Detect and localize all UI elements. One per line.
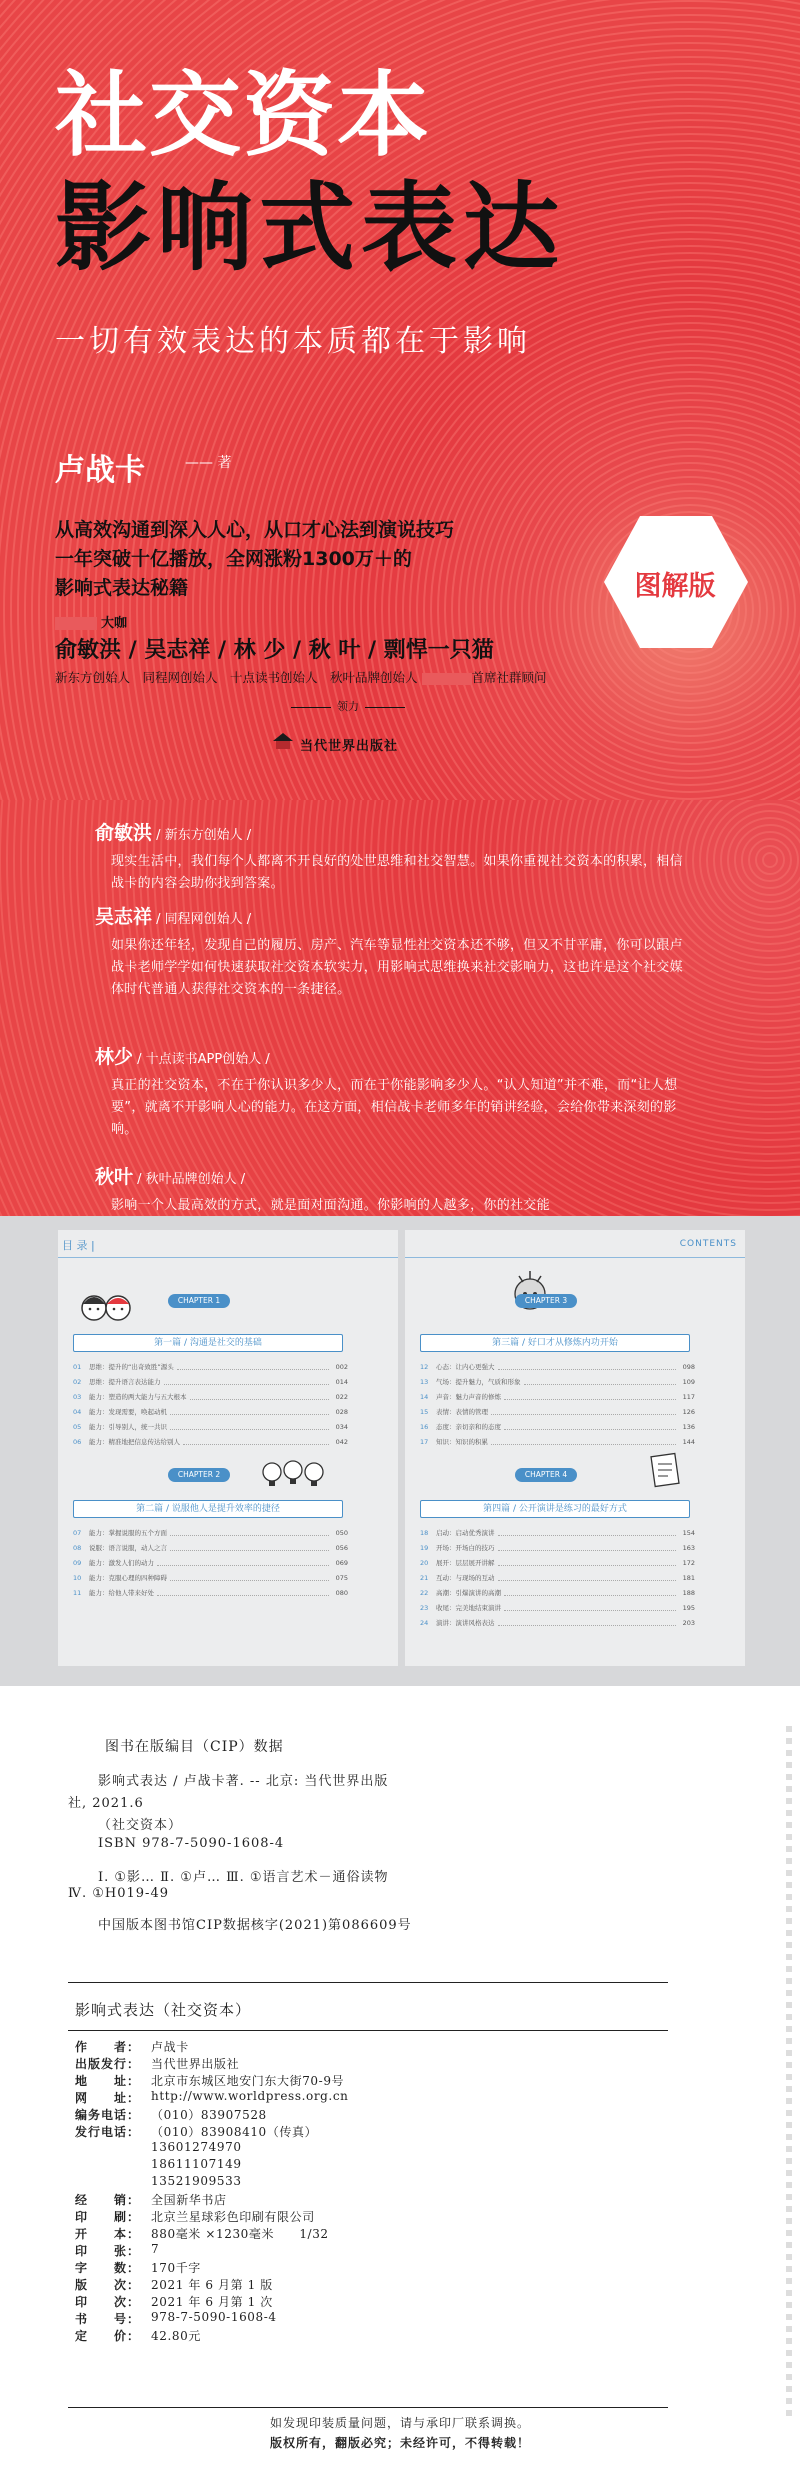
toc-row-number: 01 <box>73 1363 82 1371</box>
dot-leader <box>183 1435 329 1445</box>
quality-notice: 如发现印装质量问题，请与承印厂联系调换。 <box>269 2416 530 2430</box>
info-value: http://www.worldpress.org.cn <box>151 2089 349 2103</box>
ring <box>756 846 784 874</box>
toc-row[interactable] <box>73 1556 348 1571</box>
toc-row-label: 态度：亲切亲和的态度 <box>436 1423 501 1431</box>
info-value: 北京兰星球彩色印刷有限公司 <box>151 2210 315 2224</box>
toc-row-label: 气场：提升魅力，气质和形象 <box>436 1378 521 1386</box>
chapter-tag: CHAPTER 2 <box>168 1468 230 1482</box>
endorsement <box>95 902 695 1001</box>
endorsements-section <box>0 800 800 1216</box>
toc-row-number: 16 <box>420 1423 429 1431</box>
toc-row-number: 17 <box>420 1438 429 1446</box>
toc-row-page: 069 <box>335 1559 348 1567</box>
info-value: 卢战卡 <box>151 2040 189 2054</box>
toc-row-page: 056 <box>335 1544 348 1552</box>
pitch-line: 一年突破十亿播放，全网涨粉1300万＋的 <box>55 548 412 570</box>
toc-row-page: 098 <box>682 1363 695 1371</box>
toc-row-label: 声音：魅力声音的修炼 <box>436 1393 501 1401</box>
endorser-role: / 秋叶品牌创始人 / <box>133 1172 246 1187</box>
info-value: 北京市东城区地安门东大街70-9号 <box>151 2074 345 2088</box>
dot-leader <box>498 1526 677 1536</box>
dot-leader <box>498 1571 677 1581</box>
toc-list <box>420 1526 695 1631</box>
dot-leader <box>190 1390 330 1400</box>
toc-row[interactable] <box>73 1405 348 1420</box>
info-value: （010）83908410（传真） <box>151 2125 318 2139</box>
toc-row-page: 163 <box>682 1544 695 1552</box>
toc-row-number: 23 <box>420 1604 429 1612</box>
chapter-title[interactable]: 第三篇 / 好口才从修炼内功开始 <box>420 1334 690 1352</box>
info-row <box>75 2310 695 2327</box>
toc-row-page: 109 <box>682 1378 695 1386</box>
info-value: 7 <box>151 2242 160 2256</box>
toc-list <box>73 1526 348 1601</box>
toc-row-label: 表情：表情的管理 <box>436 1408 488 1416</box>
toc-row-label: 收尾：完美地结束演讲 <box>436 1604 501 1612</box>
info-row <box>75 2157 695 2174</box>
toc-row-page: 117 <box>682 1393 695 1401</box>
divider <box>68 1982 668 1983</box>
toc-row-label: 展开：层层展开讲解 <box>436 1559 495 1567</box>
toc-row[interactable] <box>73 1541 348 1556</box>
toc-row-label: 开场：开场白的技巧 <box>436 1544 495 1552</box>
dot-leader <box>504 1420 676 1430</box>
info-row <box>75 2089 695 2106</box>
redacted-block <box>422 673 472 685</box>
info-row <box>75 2191 695 2208</box>
info-row <box>75 2140 695 2157</box>
info-key: 网 址： <box>75 2091 141 2105</box>
endorsement-text: 影响一个人最高效的方式，就是面对面沟通。你影响的人越多，你的社交能 <box>111 1198 550 1213</box>
dot-leader <box>498 1360 677 1370</box>
info-value: 2021 年 6 月第 1 次 <box>151 2295 273 2309</box>
info-row <box>75 2038 695 2055</box>
toc-row-page: 172 <box>682 1559 695 1567</box>
dot-leader <box>504 1601 676 1611</box>
info-row <box>75 2242 695 2259</box>
toc-list <box>420 1360 695 1450</box>
chapter-tag: CHAPTER 3 <box>515 1294 577 1308</box>
info-row <box>75 2072 695 2089</box>
toc-row-page: 022 <box>335 1393 348 1401</box>
book-cover <box>0 0 800 800</box>
toc-row-number: 06 <box>73 1438 82 1446</box>
dot-leader <box>170 1571 329 1581</box>
toc-row[interactable] <box>73 1420 348 1435</box>
recommender-names: 俞敏洪 / 吴志祥 / 林 少 / 秋 叶 / 剽悍一只猫 <box>55 638 494 663</box>
illustrated-edition-badge <box>600 512 750 652</box>
toc-page-right <box>405 1230 745 1666</box>
toc-row-number: 08 <box>73 1544 82 1552</box>
dot-leader <box>157 1586 329 1596</box>
dot-leader <box>170 1541 329 1551</box>
toc-row-label: 能力：发现需要，唤起动机 <box>89 1408 167 1416</box>
thinking-head-illustration-icon <box>505 1266 555 1316</box>
toc-row[interactable] <box>73 1586 348 1601</box>
toc-row-number: 21 <box>420 1574 429 1582</box>
toc-row-number: 02 <box>73 1378 82 1386</box>
info-value: 978-7-5090-1608-4 <box>151 2310 277 2324</box>
info-key: 作 者： <box>75 2040 141 2054</box>
toc-row-number: 22 <box>420 1589 429 1597</box>
toc-row-label: 能力：克服心理的四种障碍 <box>89 1574 167 1582</box>
dot-leader <box>504 1586 676 1596</box>
toc-row[interactable] <box>420 1420 695 1435</box>
badge-label: 图解版 <box>634 571 716 602</box>
toc-row-number: 14 <box>420 1393 429 1401</box>
info-key: 书 号： <box>75 2312 141 2326</box>
info-row <box>75 2293 695 2310</box>
toc-list <box>73 1360 348 1450</box>
dot-leader <box>504 1390 676 1400</box>
info-row <box>75 2276 695 2293</box>
toc-row-page: 126 <box>682 1408 695 1416</box>
endorsement <box>95 1162 695 1216</box>
toc-row-number: 19 <box>420 1544 429 1552</box>
cover-author: 卢战卡 <box>55 453 145 488</box>
cip-isbn: ISBN 978-7-5090-1608-4 <box>98 1836 285 1851</box>
toc-row-page: 080 <box>335 1589 348 1597</box>
recommender-titles: 新东方创始人 同程网创始人 十点读书创始人 秋叶品牌创始人 首席社群顾问 <box>55 670 547 685</box>
endorser-role: / 新东方创始人 / <box>152 828 252 843</box>
cip-title: 图书在版编目（CIP）数据 <box>105 1739 284 1755</box>
endorser-role: / 十点读书APP创始人 / <box>133 1052 270 1067</box>
recommend-label: 大咖 <box>55 612 127 631</box>
toc-row-label: 思维：提升语言表达能力 <box>89 1378 161 1386</box>
endorsement-text: 真正的社交资本，不在于你认识多少人，而在于你能影响多少人。“认人知道”并不难，而“让人想要”，就离不开影响人心的能力。在这方面，相信战卡老师多年的销讲经验，会给你带来深刻的影响。 <box>111 1078 678 1137</box>
chapter-title[interactable]: 第四篇 / 公开演讲是练习的最好方式 <box>420 1500 690 1518</box>
pitch-line: 从高效沟通到深入人心，从口才心法到演说技巧 <box>55 519 455 541</box>
dot-leader <box>491 1435 676 1445</box>
ring <box>742 832 798 888</box>
info-value: （010）83907528 <box>151 2108 267 2122</box>
info-value: 当代世界出版社 <box>151 2057 240 2071</box>
toc-row-number: 05 <box>73 1423 82 1431</box>
info-value: 全国新华书店 <box>151 2193 227 2207</box>
toc-row[interactable] <box>420 1360 695 1375</box>
cip-line: Ⅳ. ①H019-49 <box>68 1886 169 1901</box>
endorser-name: 秋叶 <box>95 1166 134 1188</box>
toc-row-label: 高潮：引爆演讲的高潮 <box>436 1589 501 1597</box>
toc-row[interactable] <box>420 1390 695 1405</box>
toc-row-page: 042 <box>335 1438 348 1446</box>
toc-row-page: 203 <box>682 1619 695 1627</box>
toc-row-page: 014 <box>335 1378 348 1386</box>
toc-row-page: 050 <box>335 1529 348 1537</box>
toc-row-label: 能力：掌握说服的五个方面 <box>89 1529 167 1537</box>
lightbulbs-illustration-icon <box>258 1458 328 1490</box>
toc-row-number: 10 <box>73 1574 82 1582</box>
toc-row-page: 144 <box>682 1438 695 1446</box>
toc-row[interactable] <box>420 1375 695 1390</box>
toc-row-label: 思维：提升的“出奇致胜”源头 <box>89 1363 174 1371</box>
cover-title-line1: 社交资本 <box>55 62 432 169</box>
info-row <box>75 2106 695 2123</box>
info-key: 版 次： <box>75 2278 141 2292</box>
toc-header <box>405 1230 745 1258</box>
toc-row-number: 15 <box>420 1408 429 1416</box>
info-key: 字 数： <box>75 2261 141 2275</box>
toc-row-label: 演讲：演讲风格表达 <box>436 1619 495 1627</box>
info-key <box>75 2174 151 2191</box>
dot-leader <box>491 1405 676 1415</box>
ring <box>763 853 777 867</box>
info-key: 印 张： <box>75 2244 141 2258</box>
toc-row-number: 09 <box>73 1559 82 1567</box>
toc-row[interactable] <box>73 1390 348 1405</box>
dot-leader <box>498 1616 677 1626</box>
info-row <box>75 2259 695 2276</box>
endorsement <box>95 1042 695 1141</box>
toc-row-number: 04 <box>73 1408 82 1416</box>
table-of-contents-spread <box>0 1216 800 1686</box>
endorser-role: / 同程网创始人 / <box>152 912 252 927</box>
info-key: 印 刷： <box>75 2210 141 2224</box>
info-value: 13521909533 <box>151 2174 242 2188</box>
info-row <box>75 2208 695 2225</box>
endorser-name: 俞敏洪 <box>95 822 153 844</box>
toc-row[interactable] <box>73 1571 348 1586</box>
copyright-notice: 版权所有，翻版必究；未经许可，不得转载！ <box>269 2436 530 2450</box>
info-key: 经 销： <box>75 2193 141 2207</box>
toc-row-label: 心态：让内心更强大 <box>436 1363 495 1371</box>
toc-row[interactable] <box>73 1375 348 1390</box>
dot-leader <box>170 1526 329 1536</box>
toc-row-page: 195 <box>682 1604 695 1612</box>
info-key: 发行电话： <box>75 2125 141 2139</box>
toc-row[interactable] <box>420 1601 695 1616</box>
toc-header-label: 目 录 | <box>62 1239 95 1252</box>
toc-row-number: 11 <box>73 1589 82 1597</box>
toc-row-label: 互动：与现场的互动 <box>436 1574 495 1582</box>
dot-leader <box>164 1375 330 1385</box>
info-key: 编务电话： <box>75 2108 141 2122</box>
toc-row[interactable] <box>420 1435 695 1450</box>
toc-row-label: 能力：引导别人，统一共识 <box>89 1423 167 1431</box>
cip-line: 社, 2021.6 <box>68 1796 144 1811</box>
toc-row-page: 181 <box>682 1574 695 1582</box>
notepad-illustration-icon <box>645 1452 685 1490</box>
toc-row-label: 能力：精准地把信息传达给别人 <box>89 1438 180 1446</box>
toc-row-page: 188 <box>682 1589 695 1597</box>
toc-page-left <box>58 1230 398 1666</box>
page-edge-stripe <box>786 1726 792 2416</box>
toc-row[interactable] <box>420 1556 695 1571</box>
dot-leader <box>498 1556 677 1566</box>
info-row <box>75 2174 695 2191</box>
redacted-block <box>55 617 97 630</box>
info-key: 开 本： <box>75 2227 141 2241</box>
chapter-tag: CHAPTER 4 <box>515 1468 577 1482</box>
endorser-name: 吴志祥 <box>95 906 153 928</box>
dot-leader <box>524 1375 677 1385</box>
endorsement-text: 现实生活中，我们每个人都离不开良好的处世思维和社交智慧。如果你重视社交资本的积累，相信战卡的内容会助你找到答案。 <box>111 854 683 891</box>
divider <box>68 2407 668 2408</box>
toc-row[interactable] <box>420 1526 695 1541</box>
copyright-page <box>0 1686 800 2477</box>
cover-subtitle: 一切有效表达的本质都在于影响 <box>55 324 531 359</box>
toc-row-page: 028 <box>335 1408 348 1416</box>
toc-row-page: 075 <box>335 1574 348 1582</box>
dot-leader <box>157 1556 329 1566</box>
cover-pitch <box>55 516 615 603</box>
info-row <box>75 2225 695 2242</box>
publication-info <box>75 2038 695 2344</box>
info-value: 42.80元 <box>151 2329 201 2343</box>
toc-row-label: 知识：知识的积累 <box>436 1438 488 1446</box>
endorsement <box>95 818 695 895</box>
info-value: 2021 年 6 月第 1 版 <box>151 2278 273 2292</box>
toc-row-number: 07 <box>73 1529 82 1537</box>
toc-row-label: 能力：激发人们的动力 <box>89 1559 154 1567</box>
toc-row[interactable] <box>420 1541 695 1556</box>
endorsement-text: 如果你还年轻，发现自己的履历、房产、汽车等显性社交资本还不够，但又不甘平庸，你可以跟卢战卡老师学学如何快速获取社交资本软实力，用影响式思维换来社交影响力，这也许是这个社交媒体时代普通人获得社交资本的一条捷径。 <box>111 938 683 997</box>
cip-record-number: 中国版本图书馆CIP数据核字(2021)第086609号 <box>98 1918 412 1933</box>
toc-row-label: 启动：启动优秀演讲 <box>436 1529 495 1537</box>
info-value: 170千字 <box>151 2261 201 2275</box>
divider <box>68 2030 668 2031</box>
toc-row[interactable] <box>73 1435 348 1450</box>
info-key: 出版发行： <box>75 2057 141 2071</box>
info-value: 880毫米 ×1230毫米 1/32 <box>151 2227 329 2241</box>
info-key: 地 址： <box>75 2074 141 2088</box>
toc-row[interactable] <box>420 1616 695 1631</box>
toc-row-label: 说服：语言说服，动人之言 <box>89 1544 167 1552</box>
info-key <box>75 2157 151 2174</box>
toc-row-number: 12 <box>420 1363 429 1371</box>
info-key <box>75 2140 151 2157</box>
dot-leader <box>177 1360 329 1370</box>
dot-leader <box>170 1405 329 1415</box>
toc-row[interactable] <box>420 1405 695 1420</box>
chapter-title[interactable]: 第二篇 / 说服他人是提升效率的捷径 <box>73 1500 343 1518</box>
cover-author-role: —— 著 <box>185 455 232 471</box>
toc-row-number: 03 <box>73 1393 82 1401</box>
lead-label: 领力 <box>268 698 428 714</box>
info-key: 定 价： <box>75 2329 141 2343</box>
toc-row[interactable] <box>420 1586 695 1601</box>
toc-row-number: 20 <box>420 1559 429 1567</box>
toc-row-page: 136 <box>682 1423 695 1431</box>
cip-line: 影响式表达 / 卢战卡著. -- 北京: 当代世界出版 <box>98 1774 389 1789</box>
cover-title-line2: 影响式表达 <box>55 172 565 284</box>
info-row <box>75 2123 695 2140</box>
info-value: 13601274970 <box>151 2140 242 2154</box>
toc-header <box>58 1230 398 1258</box>
cip-line: Ⅰ. ①影… Ⅱ. ①卢… Ⅲ. ①语言艺术－通俗读物 <box>98 1870 389 1885</box>
publisher-name: 当代世界出版社 <box>300 739 399 754</box>
info-key: 印 次： <box>75 2295 141 2309</box>
toc-row-page: 002 <box>335 1363 348 1371</box>
toc-row-page: 154 <box>682 1529 695 1537</box>
toc-row-number: 18 <box>420 1529 429 1537</box>
toc-row-number: 24 <box>420 1619 429 1627</box>
endorser-name: 林少 <box>95 1046 134 1068</box>
dot-leader <box>170 1420 329 1430</box>
info-row <box>75 2055 695 2072</box>
toc-row[interactable] <box>420 1571 695 1586</box>
house-logo-icon <box>272 732 294 750</box>
info-row <box>75 2327 695 2344</box>
two-people-illustration-icon <box>78 1288 134 1328</box>
chapter-title[interactable]: 第一篇 / 沟通是社交的基础 <box>73 1334 343 1352</box>
toc-row[interactable] <box>73 1360 348 1375</box>
cip-line: （社交资本） <box>98 1818 183 1833</box>
toc-row-number: 13 <box>420 1378 429 1386</box>
toc-header-label: CONTENTS <box>679 1239 737 1249</box>
toc-row-page: 034 <box>335 1423 348 1431</box>
info-value: 18611107149 <box>151 2157 242 2171</box>
dot-leader <box>498 1541 677 1551</box>
toc-row[interactable] <box>73 1526 348 1541</box>
toc-row-label: 能力：给他人带来好处 <box>89 1589 154 1597</box>
pitch-line: 影响式表达秘籍 <box>55 577 189 599</box>
toc-row-label: 能力：塑造的两大能力与五大根本 <box>89 1393 187 1401</box>
book-title: 影响式表达（社交资本） <box>75 2001 252 2019</box>
chapter-tag: CHAPTER 1 <box>168 1294 230 1308</box>
